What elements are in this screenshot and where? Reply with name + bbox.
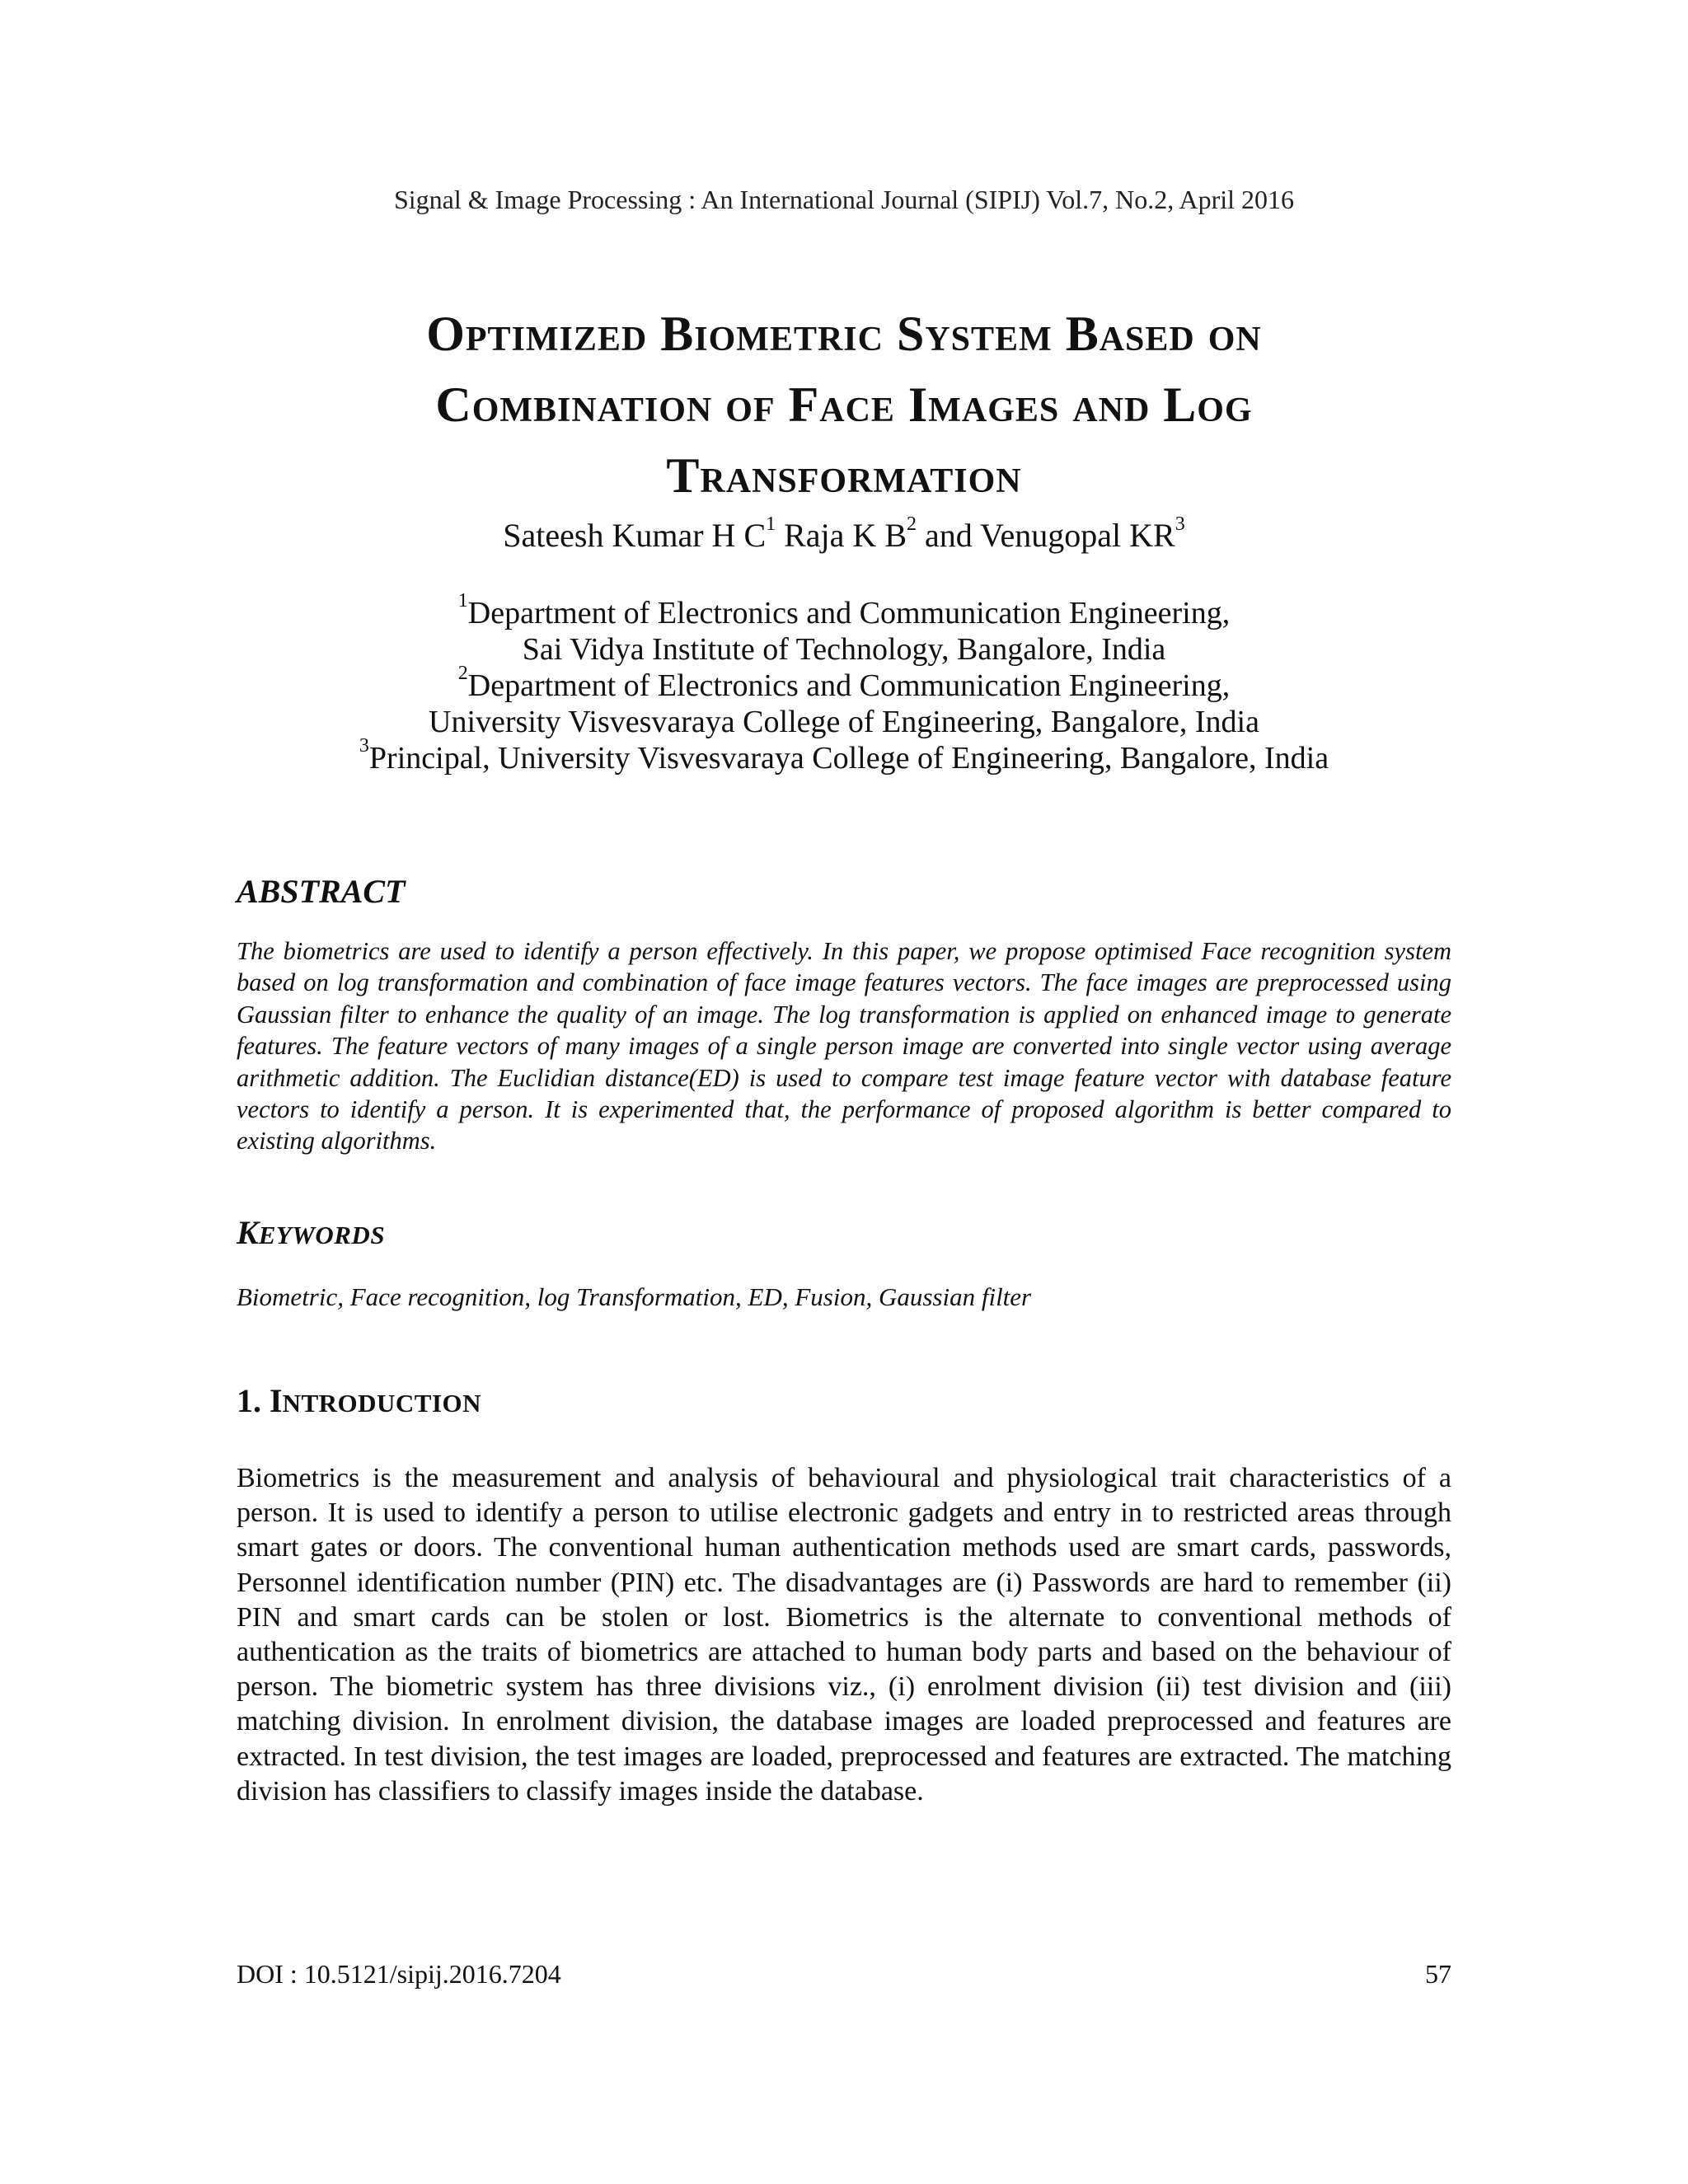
affiliation-marker: 2 [457,663,468,685]
author-1-name: Sateesh Kumar H C [503,517,767,554]
keywords-heading-initial: K [237,1214,259,1251]
affiliation-line [0,663,1688,704]
author-connector: and [925,517,973,554]
affiliation-line [0,590,1688,631]
keywords-list: Biometric, Face recognition, log Transformation, ED, Fusion, Gaussian filter [237,1282,1032,1311]
affiliation-line [0,631,1688,668]
affiliation-text: Principal, University Visvesvaraya College of Engineering, Bangalore, India [368,741,1329,776]
paper-title [206,298,1482,511]
affiliation-text: University Visvesvaraya College of Engineering, Bangalore, India [429,705,1259,739]
abstract-heading: ABSTRACT [237,873,406,910]
affiliation-text: Department of Electronics and Communication Engineering, [467,668,1231,703]
title-line-3: Transformation [666,448,1022,503]
keywords-heading-rest: EYWORDS [258,1221,386,1249]
affiliation-text: Department of Electronics and Communication Engineering, [467,596,1231,630]
affiliation-line [0,735,1688,776]
affiliation-list [0,590,1688,776]
title-line-1: Optimized Biometric System Based on [426,307,1262,361]
footer-doi: DOI : 10.5121/sipij.2016.7204 [237,1959,561,1989]
affiliation-line [0,704,1688,740]
author-list [0,513,1688,559]
affiliation-marker: 3 [359,735,369,757]
author-2-affil-marker: 2 [907,513,917,535]
running-header: Signal & Image Processing : An International Journal (SIPIJ) Vol.7, No.2, April 2016 [393,185,1295,214]
introduction-heading [237,1381,481,1423]
introduction-heading-initial: I [270,1382,283,1419]
title-line-2: Combination of Face Images and Log [435,377,1253,432]
author-2-name: Raja K B [784,517,907,554]
author-3-name: Venugopal KR [980,517,1175,554]
author-1-affil-marker: 1 [766,513,776,535]
keywords-heading [237,1213,385,1255]
introduction-paragraph: Biometrics is the measurement and analysis of behavioural and physiological trait characteristics of a person. It is used to identify a person to utilise electronic gadgets and entry in to restricted areas through smart gates or doors. The conventional human authentication methods used are smart cards, passwords, Personnel identification number (PIN) etc. The disadvantages are (i) Passwords are hard to remember (ii) PIN and smart cards can be stolen or lost. Biometrics is the alternate to conventional methods of authentication as the traits of biometrics are attached to human body parts and based on the behaviour of person. The biometric system has three divisions viz., (i) enrolment division (ii) test division and (iii) matching division. In enrolment division, the database images are loaded preprocessed and features are extracted. In test division, the test images are loaded, preprocessed and features are extracted. The matching division has classifiers to classify images inside the database. [237,1463,1451,1807]
affiliation-text: Sai Vidya Institute of Technology, Bangalore, India [522,632,1166,667]
author-3-affil-marker: 3 [1175,513,1185,535]
abstract-body: The biometrics are used to identify a person effectively. In this paper, we propose optimised Face recognition system based on log transformation and combination of face image features vectors. The face images are preprocessed using Gaussian filter to enhance the quality of an image. The log transformation is applied on enhanced image to generate features. The feature vectors of many images of a single person image are converted into single vector using average arithmetic addition. The Euclidian distance(ED) is used to compare test image feature vector with database feature vectors to identify a person. It is experimented that, the performance of proposed algorithm is better compared to existing algorithms. [237,937,1451,1155]
introduction-heading-rest: NTRODUCTION [282,1389,482,1418]
page-number: 57 [1425,1959,1451,1989]
section-number: 1. [237,1382,261,1419]
affiliation-marker: 1 [457,590,468,612]
